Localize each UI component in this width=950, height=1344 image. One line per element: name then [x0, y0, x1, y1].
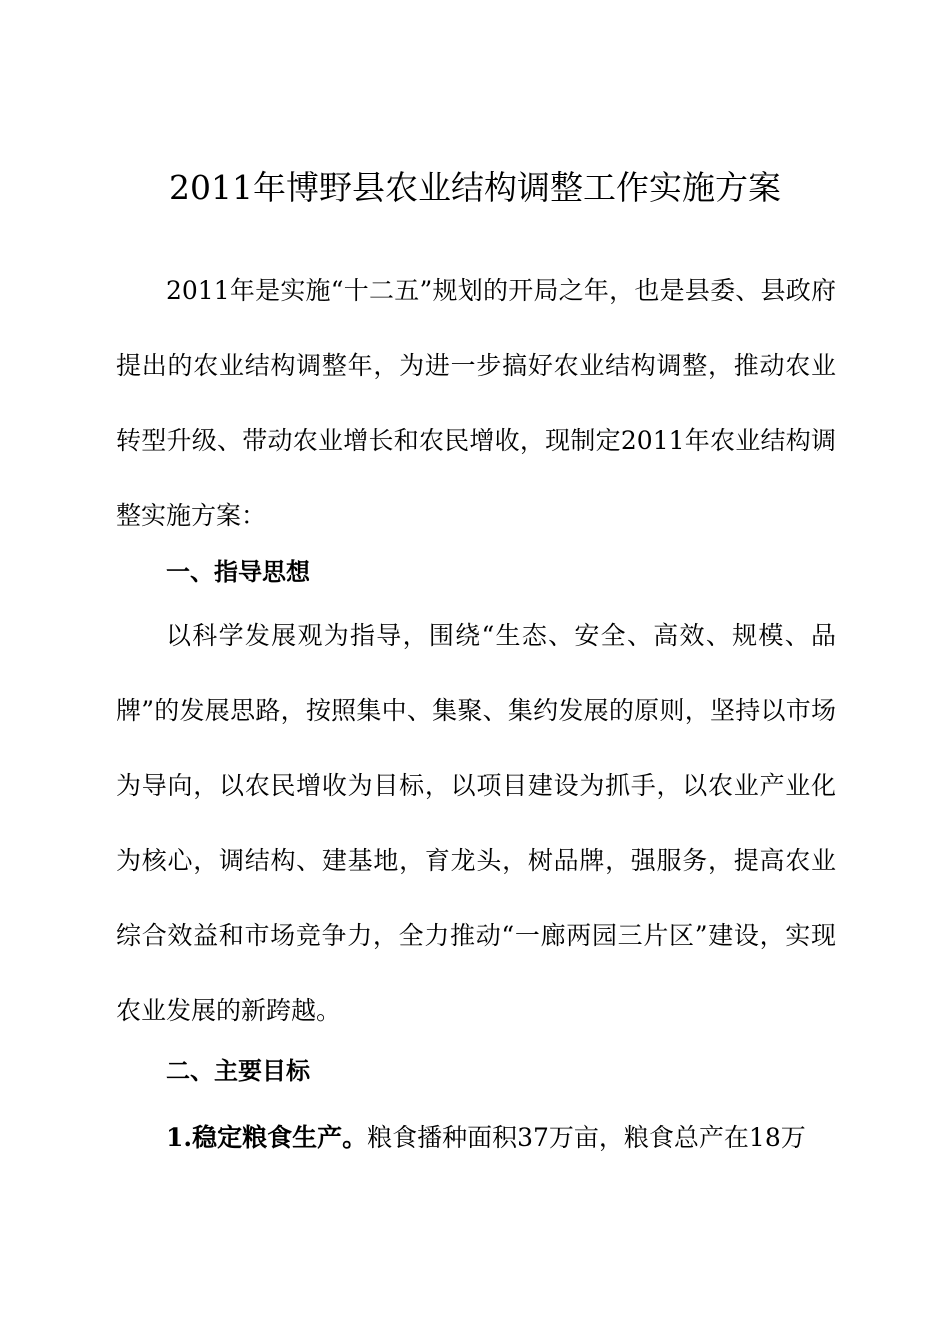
- goal-item-lead: 1.稳定粮食生产。: [166, 1123, 368, 1152]
- guiding-ideology-paragraph: 以科学发展观为指导，围绕“生态、安全、高效、规模、品牌”的发展思路，按照集中、集聚、集约发展的原则，坚持以市场为导向，以农民增收为目标，以项目建设为抓手，以农业产业化为核心，调结构、建基地，育龙头，树品牌，强服务，提高农业综合效益和市场竞争力，全力推动“一廊两园三片区”建设，实现农业发展的新跨越。: [116, 621, 836, 1025]
- goal-item-paragraph: [116, 1100, 836, 1175]
- document-title: 2011年博野县农业结构调整工作实施方案: [169, 168, 781, 207]
- intro-paragraph: 2011年是实施“十二五”规划的开局之年，也是县委、县政府提出的农业结构调整年，为进一步搞好农业结构调整，推动农业转型升级、带动农业增长和农民增收，现制定2011年农业结构调整实施方案：: [116, 276, 836, 530]
- goal-item-text: 粮食播种面积37万亩，粮食总产在18万: [367, 1123, 806, 1152]
- section-heading-main-goals: 二、主要目标: [166, 1057, 310, 1085]
- section-heading-guiding-ideology: 一、指导思想: [166, 558, 310, 586]
